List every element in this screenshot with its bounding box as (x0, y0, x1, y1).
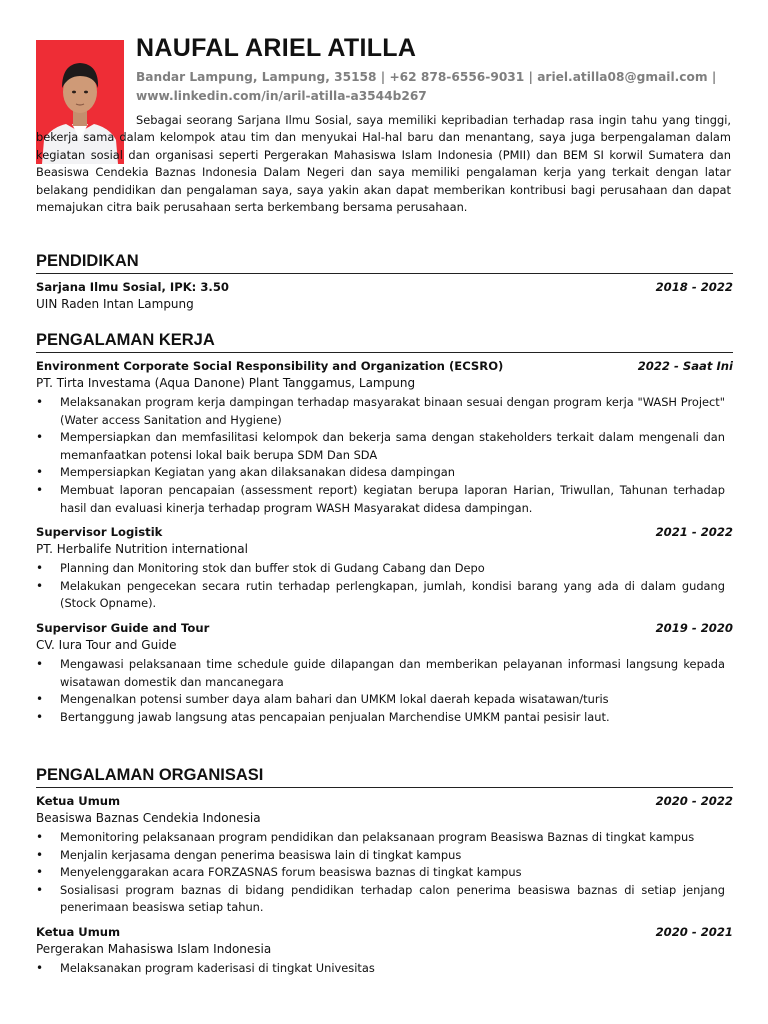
bullet-icon: • (36, 482, 44, 497)
education-entry (36, 280, 733, 311)
bullet-list (36, 394, 733, 517)
bullet-icon: • (36, 882, 44, 897)
entry-organization: PT. Tirta Investama (Aqua Danone) Plant Tanggamus, Lampung (36, 376, 416, 390)
organization-entry (36, 925, 733, 978)
education-section (36, 252, 733, 319)
bullet-icon: • (36, 578, 44, 593)
bullet-icon: • (36, 395, 44, 409)
profile-summary (36, 112, 731, 216)
bullet-list (36, 829, 733, 917)
list-item: • Membuat laporan pencapaian (assessment report) kegiatan berupa laporan Harian, Triwullan, Tahunan terhadap hasil dan evaluasi kinerja terhadap program WASH Masyarakat didesa dampingan. (36, 482, 725, 515)
entry-organization: PT. Herbalife Nutrition international (36, 542, 248, 557)
entry-organization: Beasiswa Baznas Cendekia Indonesia (36, 811, 261, 825)
bullet-icon: • (36, 865, 44, 880)
work-entry (36, 621, 733, 726)
work-entry (36, 359, 733, 517)
list-item: • Planning dan Monitoring stok dan buffer stok di Gudang Cabang dan Depo (36, 560, 725, 578)
section-title-organization: PENGALAMAN ORGANISASI (36, 766, 733, 788)
entry-date: 2020 - 2022 (655, 794, 733, 808)
list-item: • Menyelenggarakan acara FORZASNAS forum beasiswa baznas di tingkat kampus (36, 864, 725, 882)
entry-title: Sarjana Ilmu Sosial, IPK: 3.50 (36, 280, 229, 294)
entry-organization: CV. Iura Tour and Guide (36, 637, 177, 652)
entry-date: 2019 - 2020 (655, 620, 733, 635)
bullet-list (36, 960, 733, 978)
list-item: • Bertanggung jawab langsung atas pencapaian penjualan Marchendise UMKM pantai pesisir laut. (36, 709, 725, 727)
section-title-work: PENGALAMAN KERJA (36, 331, 733, 353)
bullet-icon: • (36, 830, 44, 844)
entry-date: 2021 - 2022 (655, 525, 733, 540)
bullet-icon: • (36, 656, 44, 671)
list-item: • Mengenalkan potensi sumber daya alam bahari dan UMKM lokal daerah kepada wisatawan/turis (36, 691, 725, 709)
bullet-icon: • (36, 430, 44, 445)
work-section (36, 331, 733, 734)
bullet-icon: • (36, 561, 44, 576)
list-item: • Melaksanakan program kerja dampingan terhadap masyarakat binaan sesuai dengan program kerja "WASH Project" (Water access Sanitation and Hygiene) (36, 395, 725, 427)
list-item: • Melaksanakan program kaderisasi di tingkat Univesitas (36, 960, 725, 978)
entry-organization: Pergerakan Mahasiswa Islam Indonesia (36, 941, 272, 956)
list-item: • Sosialisasi program baznas di bidang pendidikan terhadap calon penerima beasiswa baznas di setiap jenjang penerimaan beasiswa setiap tahun. (36, 882, 725, 915)
list-item: • Melakukan pengecekan secara rutin terhadap perlengkapan, jumlah, kondisi barang yang ada di dalam gudang (Stock Opname). (36, 578, 725, 611)
list-item: • Menjalin kerjasama dengan penerima beasiswa lain di tingkat kampus (36, 847, 725, 865)
bullet-list (36, 656, 733, 726)
list-item: • Memonitoring pelaksanaan program pendidikan dan pelaksanaan program Beasiswa Baznas di tingkat kampus (36, 829, 725, 847)
section-title-education: PENDIDIKAN (36, 252, 733, 274)
bullet-icon: • (36, 692, 44, 707)
bullet-icon: • (36, 847, 44, 862)
candidate-name: NAUFAL ARIEL ATILLA (136, 34, 417, 62)
entry-title: Ketua Umum (36, 794, 121, 808)
bullet-icon: • (36, 960, 44, 975)
work-entry (36, 525, 733, 613)
entry-title: Supervisor Logistik (36, 525, 163, 540)
contact-info: Bandar Lampung, Lampung, 35158 | +62 878-6556-9031 | ariel.atilla08@gmail.com | www.linkedin.com/in/aril-atilla-a3544b267 (136, 70, 717, 103)
summary-text: Sebagai seorang Sarjana Ilmu Sosial, saya memiliki kepribadian terhadap rasa ingin tahu yang tinggi, bekerja sama dalam kelompok atau tim dan menyukai Hal-hal baru dan menantang, saya juga berpengalaman dalam kegiatan sosial dan organisasi seperti Pergerakan Mahasiswa Islam Indonesia (PMII) dan BEM SI korwil Sumatera dan Beasiswa Cendekia Baznas Indonesia Dalam Negeri dan saya memiliki pengalaman kerja yang terkait dengan latar belakang pendidikan dan pengalaman saya, saya yakin akan dapat memberikan kontribusi bagi perusahaan dan dapat memajukan citra baik perusahaan serta berkembang bersama perusahaan. (36, 113, 731, 215)
organization-section (36, 766, 733, 986)
entry-title: Environment Corporate Social Responsibility and Organization (ECSRO) (36, 359, 504, 373)
list-item: • Mengawasi pelaksanaan time schedule guide dilapangan dan memberikan pelayanan informasi langsung kepada wisatawan domestik dan mancanegara (36, 656, 725, 689)
list-item: • Mempersiapkan Kegiatan yang akan dilaksanakan didesa dampingan (36, 464, 725, 482)
list-item: • Mempersiapkan dan memfasilitasi kelompok dan bekerja sama dengan stakeholders terkait dalam mengenali dan memanfaatkan potensi lokal baik berupa SDM Dan SDA (36, 430, 725, 462)
organization-entry (36, 794, 733, 917)
bullet-list (36, 560, 733, 613)
bullet-icon: • (36, 465, 44, 480)
entry-organization: UIN Raden Intan Lampung (36, 297, 194, 311)
entry-title: Ketua Umum (36, 924, 121, 939)
entry-date: 2022 - Saat Ini (637, 359, 733, 373)
entry-title: Supervisor Guide and Tour (36, 620, 210, 635)
entry-date: 2020 - 2021 (655, 924, 733, 939)
entry-date: 2018 - 2022 (655, 280, 733, 294)
bullet-icon: • (36, 709, 44, 724)
